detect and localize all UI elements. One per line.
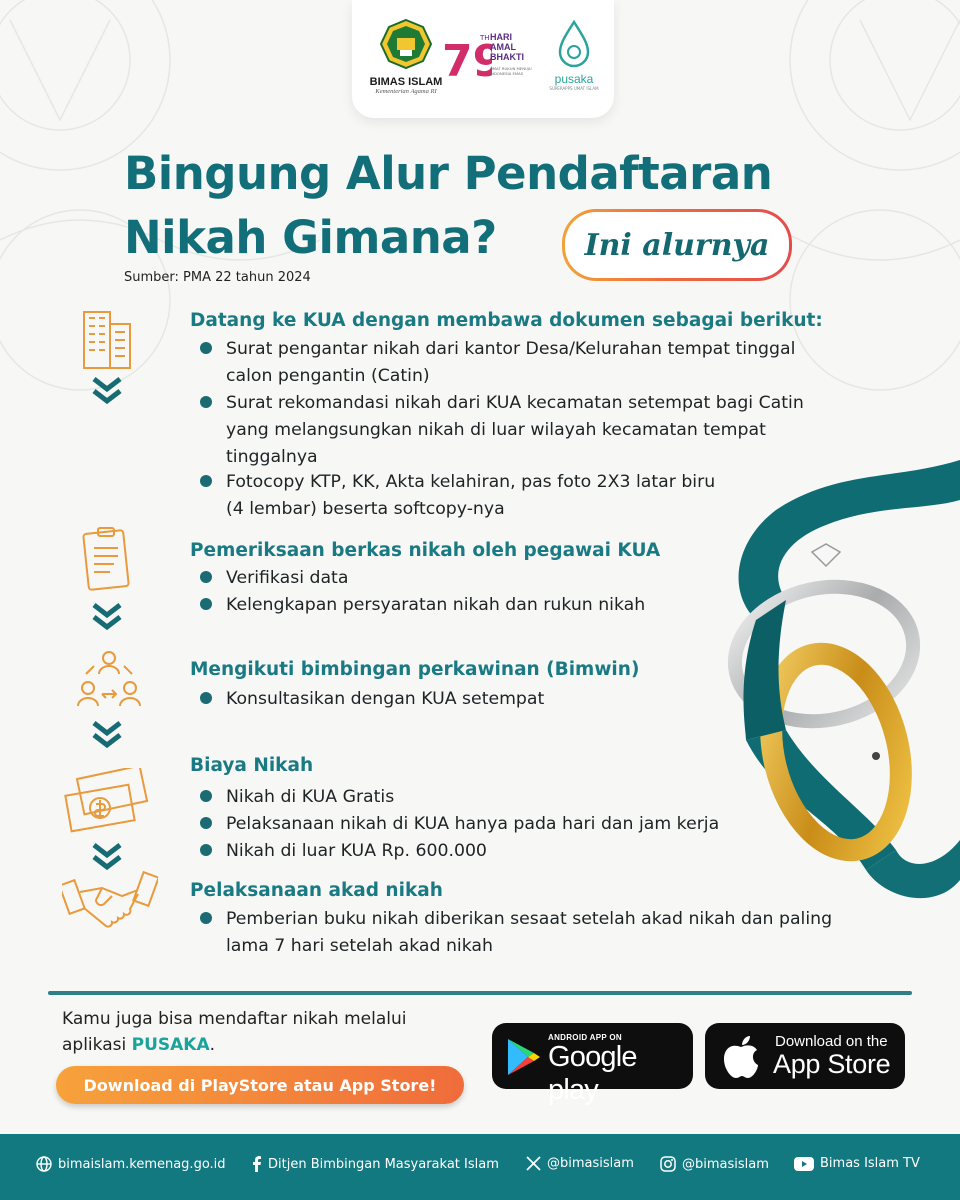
social-website[interactable]: bimaislam.kemenag.go.id <box>36 1156 226 1172</box>
list-item: Fotocopy KTP, KK, Akta kelahiran, pas foto 2X3 latar biru (4 lembar) beserta softcopy-nya <box>200 469 740 523</box>
app-store-button[interactable] <box>705 1023 905 1089</box>
list-item: Nikah di KUA Gratis <box>200 784 394 811</box>
download-button[interactable]: Download di PlayStore atau App Store! <box>56 1066 464 1104</box>
section-divider <box>48 991 912 995</box>
pusaka-drop-icon <box>557 20 591 70</box>
wedding-rings-illustration <box>716 440 960 912</box>
list-item: Verifikasi data <box>200 565 348 592</box>
hab-79-mark <box>442 24 492 94</box>
bullet-dot <box>200 396 212 408</box>
handshake-icon <box>62 868 158 934</box>
pusaka-app-name: PUSAKA <box>131 1035 210 1055</box>
google-play-button[interactable] <box>492 1023 693 1106</box>
globe-icon <box>36 1156 52 1172</box>
people-exchange-icon <box>76 648 142 712</box>
bullet-dot <box>200 692 212 704</box>
svg-text:79: 79 <box>442 36 492 87</box>
bullet-dot <box>200 342 212 354</box>
bullet-dot <box>200 598 212 610</box>
bullet-dot <box>200 817 212 829</box>
chevron-down-icon <box>90 376 124 406</box>
bullet-dot <box>200 790 212 802</box>
kemenag-emblem-icon <box>379 18 433 70</box>
pusaka-title: pusaka <box>554 72 594 86</box>
hab-tagline: UMAT RUKUN MENUJU INDONESIA EMAS <box>490 66 532 76</box>
title-line-1: Bingung Alur Pendaftaran <box>124 147 773 200</box>
app-store-small-text: Download on the <box>775 1033 888 1050</box>
chevron-down-icon <box>90 602 124 632</box>
social-facebook[interactable]: Ditjen Bimbingan Masyarakat Islam <box>250 1156 499 1172</box>
ini-alurnya-badge <box>562 209 792 281</box>
money-icon <box>60 768 156 836</box>
app-store-label: App Store <box>773 1049 891 1079</box>
google-play-label: Google play <box>548 1041 637 1106</box>
clipboard-icon <box>80 524 136 594</box>
step-4-heading: Biaya Nikah <box>190 755 314 776</box>
pusaka-subtitle: SUPERAPPS UMAT ISLAM <box>549 86 599 91</box>
source-note: Sumber: PMA 22 tahun 2024 <box>124 270 311 285</box>
building-icon <box>80 306 136 372</box>
social-youtube[interactable]: Bimas Islam TV <box>794 1156 920 1171</box>
list-item: Nikah di luar KUA Rp. 600.000 <box>200 838 487 865</box>
chevron-down-icon <box>90 720 124 750</box>
list-item: Surat pengantar nikah dari kantor Desa/Kelurahan tempat tinggal calon pengantin (Catin) <box>200 336 840 390</box>
badge-text: Ini alurnya <box>584 227 770 263</box>
step-1-heading: Datang ke KUA dengan membawa dokumen sebagai berikut: <box>190 310 823 331</box>
logo-header <box>352 0 614 118</box>
kemenag-title: BIMAS ISLAM <box>369 76 443 88</box>
kemenag-logo <box>360 18 452 95</box>
youtube-icon <box>794 1157 814 1171</box>
bullet-dot <box>200 475 212 487</box>
pusaka-logo <box>542 20 606 91</box>
bullet-dot <box>200 844 212 856</box>
svg-text:TH: TH <box>480 34 490 42</box>
google-play-small-text: ANDROID APP ON <box>548 1033 622 1042</box>
facebook-icon <box>250 1156 262 1172</box>
bullet-dot <box>200 571 212 583</box>
social-footer-bar <box>0 1134 960 1200</box>
list-item: Surat rekomandasi nikah dari KUA kecamatan setempat bagi Catin yang melangsungkan nikah di luar wilayah kecamatan tempat tinggalnya <box>200 390 840 471</box>
google-play-icon <box>504 1037 542 1077</box>
hab-text: HARI AMAL BHAKTI <box>490 32 524 62</box>
cta-text: Kamu juga bisa mendaftar nikah melalui aplikasi PUSAKA. <box>62 1009 407 1055</box>
x-icon <box>526 1156 541 1171</box>
social-instagram[interactable]: @bimasislam <box>660 1156 769 1172</box>
list-item: Pelaksanaan nikah di KUA hanya pada hari dan jam kerja <box>200 811 719 838</box>
list-item: Pemberian buku nikah diberikan sesaat setelah akad nikah dan paling lama 7 hari setelah akad nikah <box>200 906 860 960</box>
social-x[interactable]: @bimasislam <box>526 1156 634 1171</box>
step-5-heading: Pelaksanaan akad nikah <box>190 880 443 901</box>
step-3-heading: Mengikuti bimbingan perkawinan (Bimwin) <box>190 659 640 680</box>
apple-icon <box>721 1035 761 1079</box>
list-item: Kelengkapan persyaratan nikah dan rukun nikah <box>200 592 645 619</box>
list-item: Konsultasikan dengan KUA setempat <box>200 686 544 713</box>
hari-amal-bhakti-logo <box>442 24 546 94</box>
instagram-icon <box>660 1156 676 1172</box>
step-2-heading: Pemeriksaan berkas nikah oleh pegawai KUA <box>190 540 661 561</box>
kemenag-subtitle: Kementerian Agama RI <box>375 88 437 95</box>
title-line-2: Nikah Gimana? <box>124 211 497 264</box>
bullet-dot <box>200 912 212 924</box>
